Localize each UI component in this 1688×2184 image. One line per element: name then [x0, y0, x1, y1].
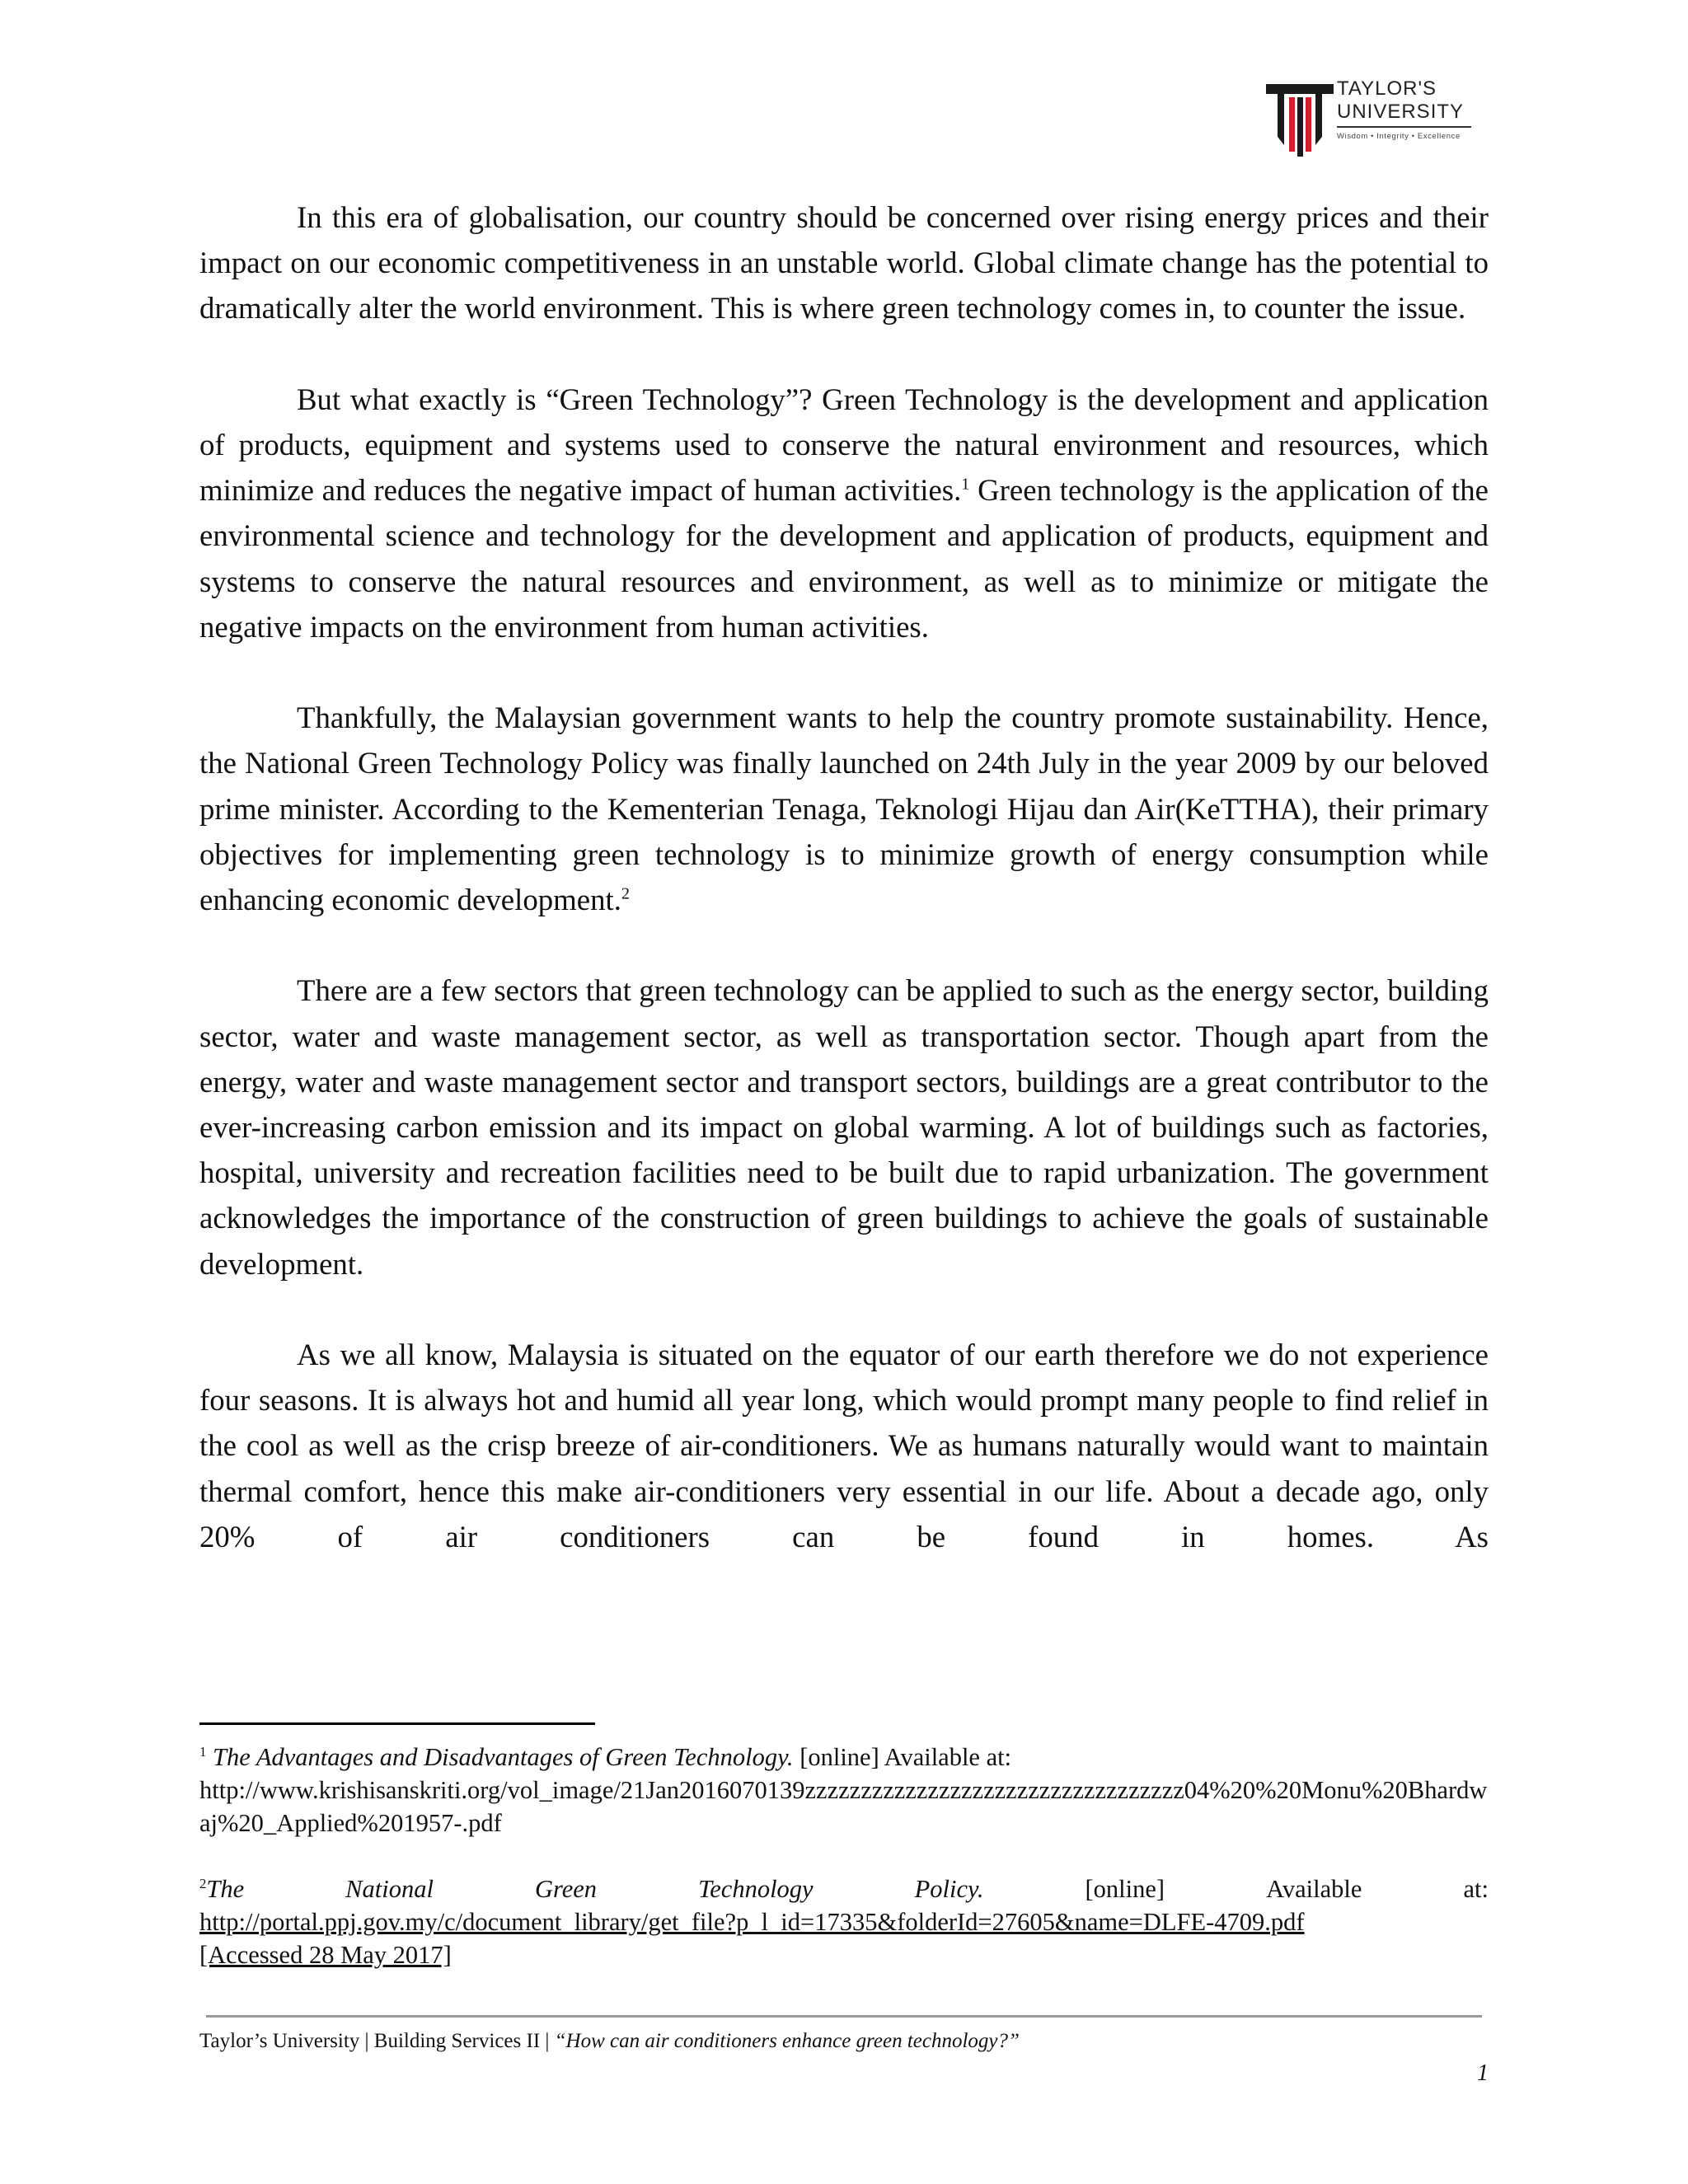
logo-divider — [1337, 126, 1471, 128]
body-text — [199, 194, 1489, 1559]
page-number: 1 — [1477, 2060, 1489, 2086]
footnote-title: The Advantages and Disadvantages of Green Technology. — [213, 1743, 794, 1771]
logo-name-line1: TAYLOR'S — [1337, 77, 1437, 100]
university-crest-icon — [1264, 81, 1335, 157]
footnote-ref-2[interactable]: 2 — [621, 884, 631, 903]
footnote-link[interactable]: http://portal.ppj.gov.my/c/document_library/get_file?p_l_id=17335&folderId=27605&name=DLFE-4709.pdf — [199, 1908, 1305, 1936]
footnote-accessed: [Accessed 28 May 2017] — [199, 1941, 452, 1969]
paragraph-3: Thankfully, the Malaysian government wants to help the country promote sustainability. Hence, the National Green Technology Policy was finally launched on 24th July in the year 2009 by our beloved prime minister. According to the Kementerian Tenaga, Teknologi Hijau dan Air(KeTTHA), their primary objectives for implementing green technology is to minimize growth of energy consumption while enhancing economic development.$^2$ — [199, 701, 1489, 917]
paragraph-4: There are a few sectors that green technology can be applied to such as the energy sector, building sector, water and waste management sector, as well as transportation sector. Though apart from the energy, water and waste management sector and transport sectors, buildings are a great contributor to the ever-increasing carbon emission and its impact on global warming. A lot of buildings such as factories, hospital, university and recreation facilities need to be built due to rapid urbanization. The government acknowledges the importance of the construction of green buildings to achieve the goals of sustainable development. — [199, 973, 1489, 1281]
footnote-url[interactable]: http://www.krishisanskriti.org/vol_image/21Jan2016070139zzzzzzzzzzzzzzzzzzzzzzzzzzzzzzzzzz04%20%20Monu%20Bhardwaj%20_Applied%201957-.pdf — [199, 1776, 1488, 1837]
paragraph-1: In this era of globalisation, our country should be concerned over rising energy prices and their impact on our economic competitiveness in an unstable world. Global climate change has the potential to dramatically alter the world environment. This is where green technology comes in, to counter the issue. — [199, 200, 1489, 326]
footnote-ref-1[interactable]: 1 — [961, 475, 970, 494]
footnote-number: 1 — [199, 1743, 207, 1760]
logo-name-line2: UNIVERSITY — [1337, 101, 1465, 123]
footnote-number: 2 — [199, 1875, 207, 1891]
university-logo — [1261, 76, 1475, 158]
paragraph-2: But what exactly is “Green Technology”? Green Technology is the development and application of products, equipment and systems used to conserve the natural environment and resources, which minimize and reduces the negative impact of human activities.$^1$ Green technology is the application of the environmental science and technology for the development and application of products, equipment and systems to conserve the natural resources and environment, as well as to minimize or mitigate the negative impacts on the environment from human activities. — [199, 382, 1489, 644]
footnote-separator — [199, 1722, 595, 1725]
footnote-title-line: $^2$The National Green Technology Policy. [online] Available at: — [199, 1875, 1489, 1903]
footer-divider — [206, 2015, 1482, 2018]
paragraph-5: As we all know, Malaysia is situated on the equator of our earth therefore we do not experience four seasons. It is always hot and humid all year long, which would prompt many people to find relief in the cool as well as the crisp breeze of air-conditioners. We as humans naturally would want to maintain thermal comfort, hence this make air-conditioners very essential in our life. About a decade ago, only 20% of air conditioners can be found in homes. As — [199, 1338, 1489, 1554]
footer-caption: Taylor’s University | Building Services II | “How can air conditioners enhance green technology?” — [199, 2030, 1020, 2052]
footnote-1 — [199, 1741, 1489, 1840]
footnote-2 — [199, 1872, 1489, 1971]
logo-tagline: Wisdom • Integrity • Excellence — [1337, 132, 1461, 141]
footnote-label: [online] Available at: — [793, 1743, 1012, 1771]
